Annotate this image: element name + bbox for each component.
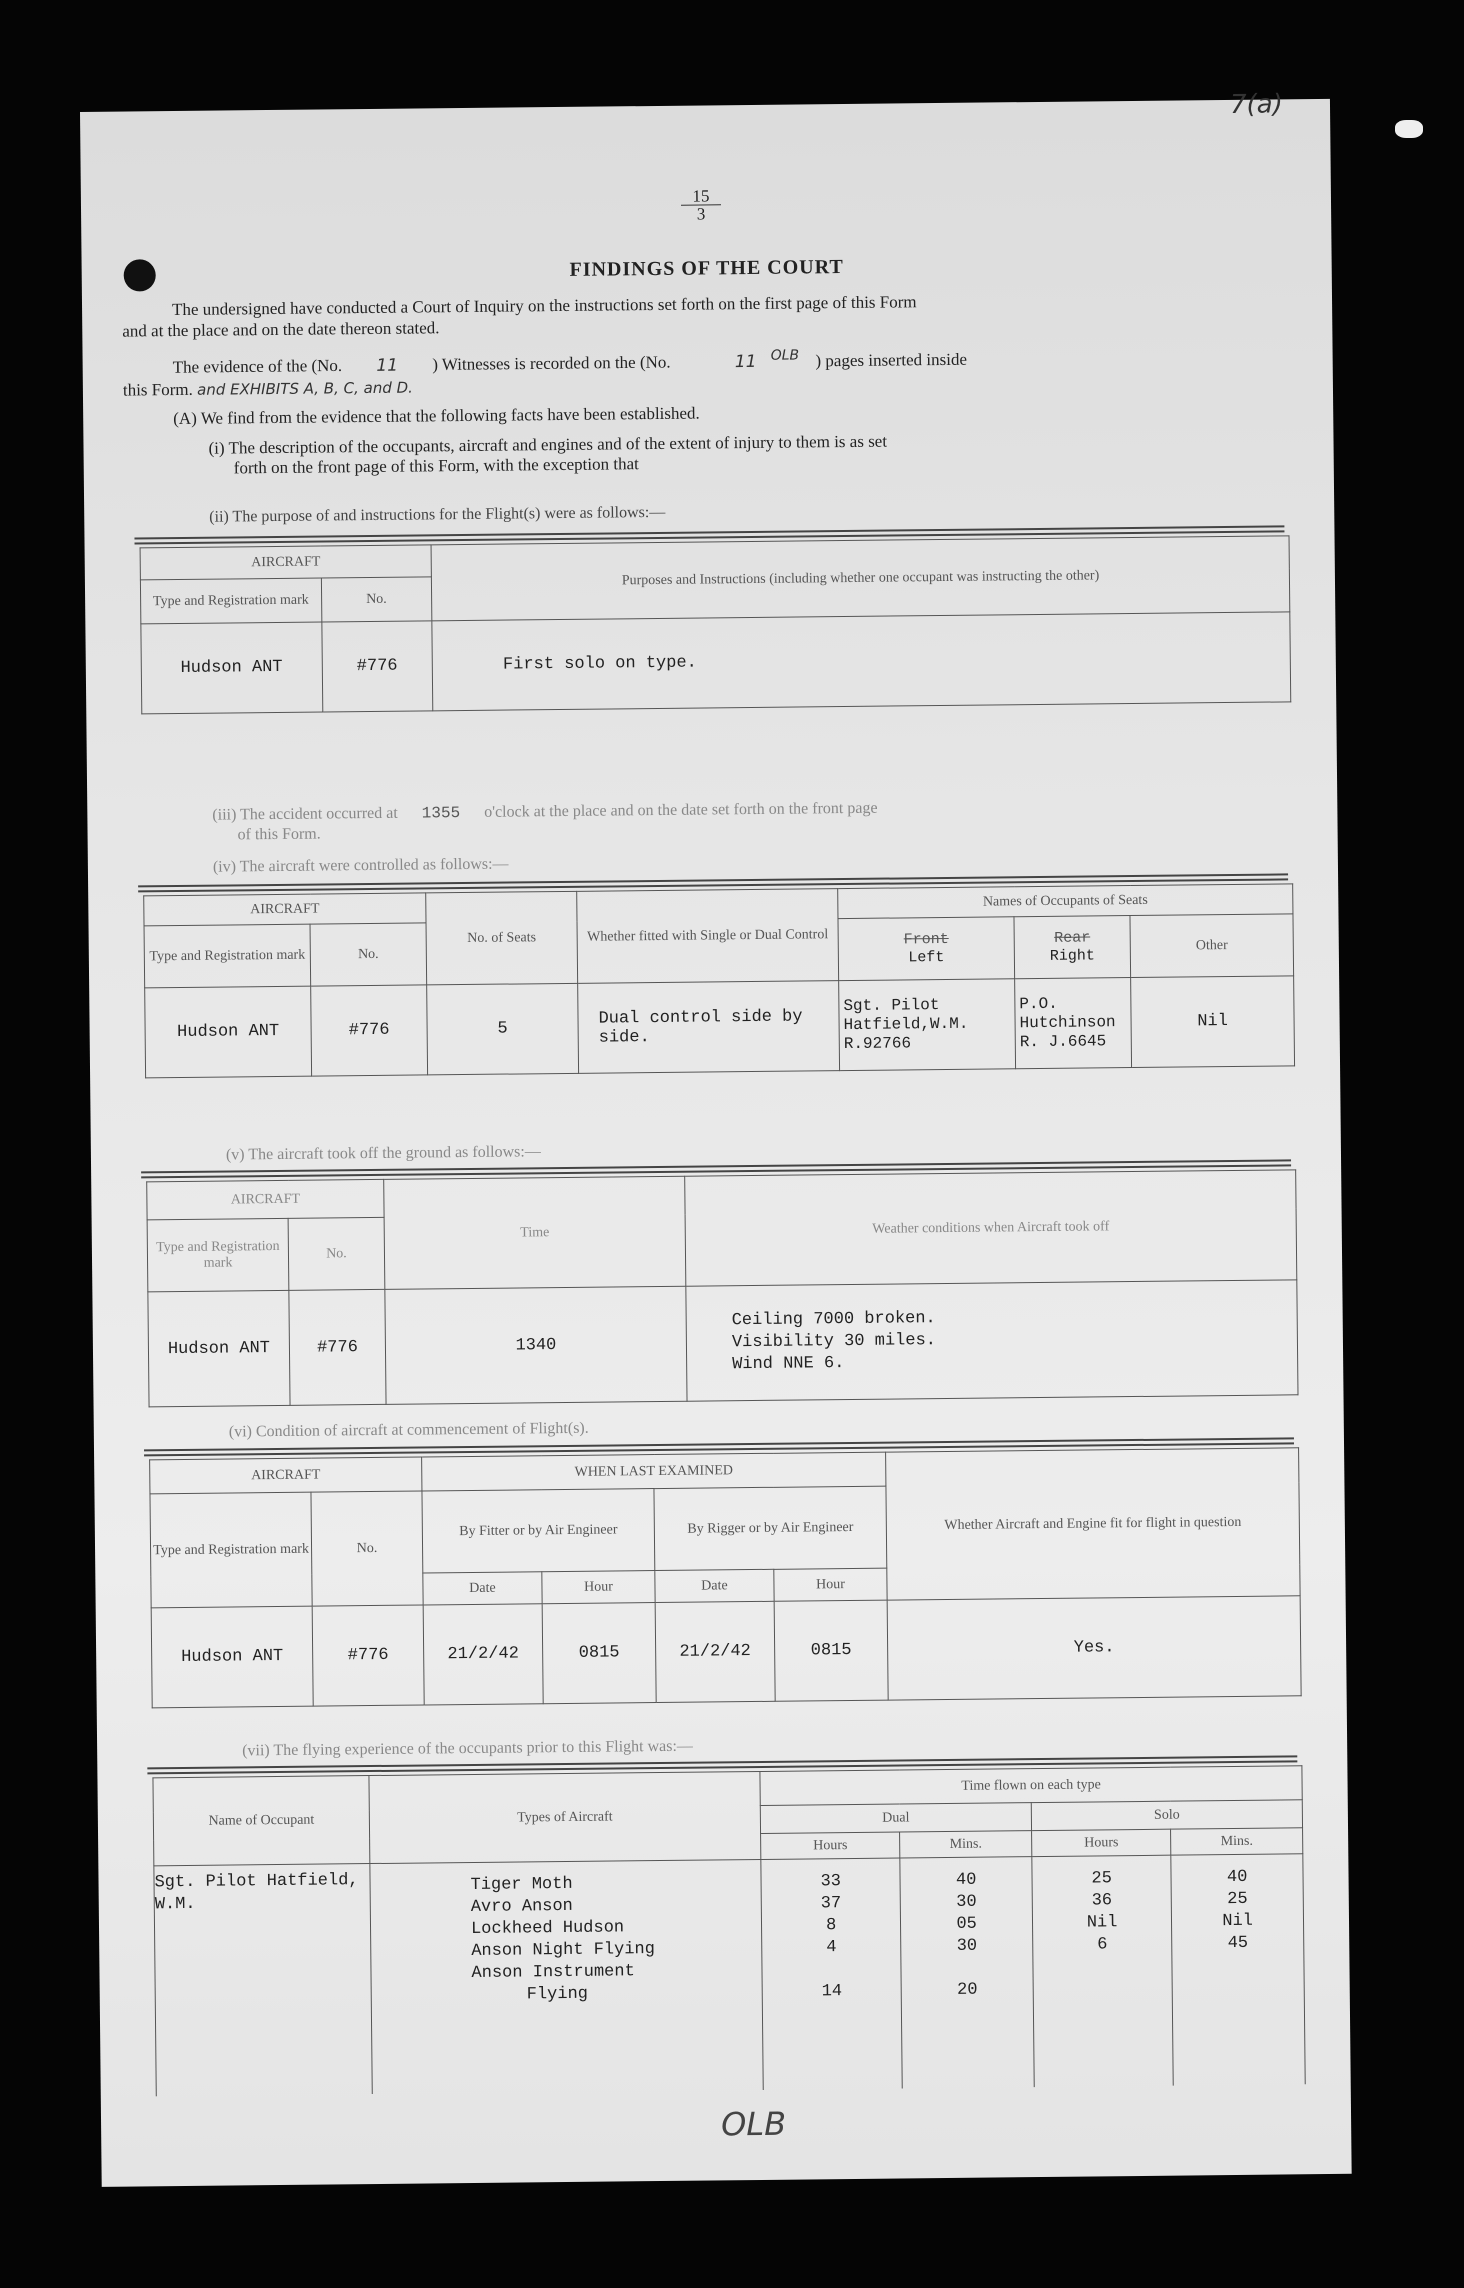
- solo-mins: [1173, 1954, 1304, 1977]
- header-right: [1014, 916, 1131, 979]
- weather-ceiling: Ceiling 7000 broken.: [731, 1309, 936, 1331]
- header-aircraft: AIRCRAFT: [150, 1457, 422, 1494]
- aircraft-types-list: [370, 1859, 763, 2093]
- header-fitter: By Fitter or by Air Engineer: [422, 1489, 655, 1573]
- aircraft-type: Hudson ANT: [148, 1290, 290, 1406]
- intro-line-1: The undersigned have conducted a Court of Inquiry on the instructions set forth on the first page of this Form: [171, 292, 917, 320]
- rigger-date: 21/2/42: [655, 1601, 775, 1702]
- page-number-top: 15: [681, 187, 721, 205]
- accident-time: 1355: [421, 804, 461, 823]
- weather-visibility: Visibility 30 miles.: [731, 1331, 937, 1353]
- intro-line-2: and at the place and on the date thereon stated.: [122, 318, 440, 341]
- left-occupant: Sgt. Pilot Hatfield,W.M. R.92766: [839, 979, 1016, 1071]
- type-row: Flying: [526, 1984, 589, 2005]
- header-right-label: Right: [1049, 946, 1095, 965]
- dual-mins: [902, 1957, 1033, 1980]
- occupant-name: Sgt. Pilot Hatfield, W.M.: [154, 1864, 372, 2096]
- type-row: Tiger Moth: [470, 1874, 573, 1896]
- evidence-line-2: this Form.: [122, 379, 193, 400]
- evidence-label: The evidence of the (No.: [172, 355, 343, 377]
- header-rigger: By Rigger or by Air Engineer: [654, 1486, 887, 1570]
- seat-count: 5: [427, 983, 579, 1075]
- aircraft-type: Hudson ANT: [151, 1606, 313, 1708]
- pages-initials: OLB: [770, 347, 800, 364]
- aircraft-type: Hudson ANT: [141, 622, 322, 714]
- page-title: FINDINGS OF THE COURT: [569, 256, 844, 281]
- header-dual: Dual: [760, 1803, 1031, 1834]
- header-left-label: Left: [908, 948, 945, 966]
- section-iii-label: (iii) The accident occurred at: [212, 804, 398, 824]
- header-fitter-date: Date: [423, 1572, 542, 1605]
- evidence-statement: [123, 339, 1303, 401]
- aircraft-no: #776: [312, 1605, 424, 1706]
- header-type: Type and Registration mark: [147, 1218, 289, 1291]
- evidence-post: ) pages inserted inside: [815, 349, 968, 370]
- header-rigger-date: Date: [655, 1569, 774, 1602]
- dual-mins: 30: [956, 1892, 977, 1912]
- header-seats: No. of Seats: [426, 891, 578, 985]
- dual-hours: [762, 1959, 901, 1982]
- signature: OLB: [720, 2104, 787, 2144]
- solo-hours: [1034, 1978, 1173, 2001]
- solo-hours: 36: [1091, 1891, 1113, 1911]
- solo-hours: Nil: [1086, 1913, 1118, 1933]
- header-other: Other: [1130, 914, 1294, 978]
- corner-mark: 7(a): [1229, 89, 1283, 120]
- dual-mins-col: [900, 1857, 1034, 2088]
- control-table: [143, 883, 1295, 1078]
- aircraft-type: Hudson ANT: [145, 986, 312, 1078]
- experience-table: [152, 1765, 1305, 2096]
- dual-mins: 30: [956, 1936, 978, 1956]
- header-types: Types of Aircraft: [369, 1771, 761, 1863]
- header-name: Name of Occupant: [153, 1776, 370, 1866]
- header-fit: Whether Aircraft and Engine fit for flight in question: [886, 1448, 1301, 1600]
- type-row: Avro Anson: [470, 1896, 573, 1918]
- section-a: (A) We find from the evidence that the following facts have been established.: [173, 403, 700, 429]
- header-no: No.: [288, 1217, 385, 1290]
- solo-mins: [1173, 1976, 1304, 1999]
- dual-mins: 05: [956, 1914, 977, 1934]
- fitter-hour: 0815: [542, 1603, 656, 1704]
- aircraft-no: #776: [321, 621, 433, 712]
- solo-hours: 6: [1097, 1935, 1108, 1955]
- section-iii-line-2: of this Form.: [237, 825, 321, 844]
- section-v: (v) The aircraft took off the ground as follows:—: [225, 1143, 541, 1164]
- solo-hours-col: [1032, 1855, 1174, 2086]
- header-time-flown: Time flown on each type: [760, 1766, 1302, 1806]
- section-i-line-2: forth on the front page of this Form, with the exception that: [233, 454, 639, 478]
- solo-hours: 25: [1091, 1869, 1112, 1889]
- section-vii: (vii) The flying experience of the occupants prior to this Flight was:—: [242, 1737, 693, 1760]
- header-aircraft: AIRCRAFT: [147, 1179, 384, 1219]
- header-no: No.: [311, 1491, 423, 1606]
- section-ii: (ii) The purpose of and instructions for the Flight(s) were as follows:—: [209, 503, 666, 526]
- header-right-struck: Rear: [1054, 928, 1091, 947]
- header-left: [838, 917, 1015, 981]
- dual-hours: 33: [820, 1872, 842, 1892]
- weather-wind: Wind NNE 6.: [732, 1354, 845, 1375]
- header-type: Type and Registration mark: [144, 924, 311, 988]
- header-type: Type and Registration mark: [150, 1492, 312, 1608]
- section-iii-post: o'clock at the place and on the date set forth on the front page: [484, 799, 878, 821]
- dual-hours: 14: [821, 1982, 843, 2002]
- header-aircraft: AIRCRAFT: [144, 893, 426, 926]
- header-type: Type and Registration mark: [140, 578, 321, 624]
- fit-for-flight: Yes.: [887, 1596, 1301, 1700]
- exhibits-note: and EXHIBITS A, B, C, and D.: [196, 378, 413, 399]
- solo-mins: 25: [1227, 1889, 1248, 1910]
- dual-hours: 37: [820, 1894, 842, 1914]
- header-left-struck: Front: [903, 930, 949, 948]
- rigger-hour: 0815: [774, 1600, 888, 1701]
- right-occupant: P.O. Hutchinson R. J.6645: [1015, 978, 1132, 1069]
- dual-hours: 4: [826, 1938, 837, 1958]
- header-solo-mins: Mins.: [1171, 1828, 1303, 1855]
- purpose-table: [140, 535, 1292, 714]
- header-dual-hours: Hours: [761, 1832, 901, 1859]
- form-page: [80, 89, 1352, 2187]
- solo-hours: [1033, 1956, 1172, 1979]
- type-row: Anson Night Flying: [471, 1940, 656, 1962]
- section-i-line-1: (i) The description of the occupants, aircraft and engines and of the extent of injury to them is as set: [208, 431, 888, 458]
- header-rigger-hour: Hour: [774, 1568, 887, 1601]
- aircraft-no: #776: [311, 985, 428, 1076]
- header-solo-hours: Hours: [1031, 1829, 1171, 1856]
- header-time: Time: [384, 1176, 686, 1289]
- solo-mins: 40: [1226, 1867, 1248, 1888]
- header-occupants: Names of Occupants of Seats: [838, 884, 1293, 919]
- header-dual-mins: Mins.: [900, 1831, 1032, 1858]
- header-when-examined: WHEN LAST EXAMINED: [422, 1452, 886, 1491]
- dual-hours: 8: [825, 1916, 837, 1936]
- section-i: [208, 427, 1288, 478]
- header-solo: Solo: [1031, 1800, 1302, 1831]
- witness-count: 11: [376, 355, 399, 376]
- dual-mins: 20: [957, 1980, 978, 2000]
- type-row: Lockheed Hudson: [470, 1918, 625, 1940]
- dual-mins: 40: [955, 1870, 977, 1890]
- header-no: No.: [321, 577, 432, 622]
- header-weather: Weather conditions when Aircraft took off: [685, 1170, 1297, 1286]
- dual-hours-col: [761, 1858, 903, 2089]
- evidence-mid: ) Witnesses is recorded on the (No.: [432, 352, 671, 374]
- light-blemish: [1395, 120, 1423, 138]
- aircraft-no: #776: [289, 1289, 386, 1405]
- fitter-date: 21/2/42: [423, 1604, 543, 1705]
- section-vi: (vi) Condition of aircraft at commencement of Flight(s).: [228, 1419, 589, 1441]
- pages-count: 11: [734, 351, 757, 372]
- page-number-bottom: 3: [696, 204, 706, 224]
- punch-hole: [124, 259, 156, 291]
- intro-text: [122, 287, 1302, 341]
- page-number: [681, 187, 721, 222]
- purpose-text: First solo on type.: [432, 612, 1291, 711]
- weather-conditions: [686, 1280, 1298, 1401]
- header-purpose: Purposes and Instructions (including whether one occupant was instructing the other): [431, 536, 1290, 621]
- section-iii: [212, 794, 1312, 846]
- takeoff-time: 1340: [385, 1286, 687, 1404]
- section-iv: (iv) The aircraft were controlled as follows:—: [212, 855, 509, 876]
- takeoff-table: [146, 1169, 1298, 1407]
- solo-mins-col: [1171, 1854, 1305, 2085]
- solo-mins: Nil: [1222, 1911, 1254, 1932]
- type-row: Anson Instrument: [471, 1962, 635, 1984]
- header-aircraft: AIRCRAFT: [140, 545, 432, 580]
- condition-table: [149, 1447, 1302, 1708]
- other-occupant: Nil: [1131, 976, 1295, 1068]
- header-control: Whether fitted with Single or Dual Control: [577, 889, 839, 984]
- solo-mins: 45: [1227, 1933, 1249, 1954]
- header-fitter-hour: Hour: [542, 1571, 655, 1604]
- header-no: No.: [310, 923, 427, 986]
- control-type: Dual control side by side.: [578, 981, 840, 1074]
